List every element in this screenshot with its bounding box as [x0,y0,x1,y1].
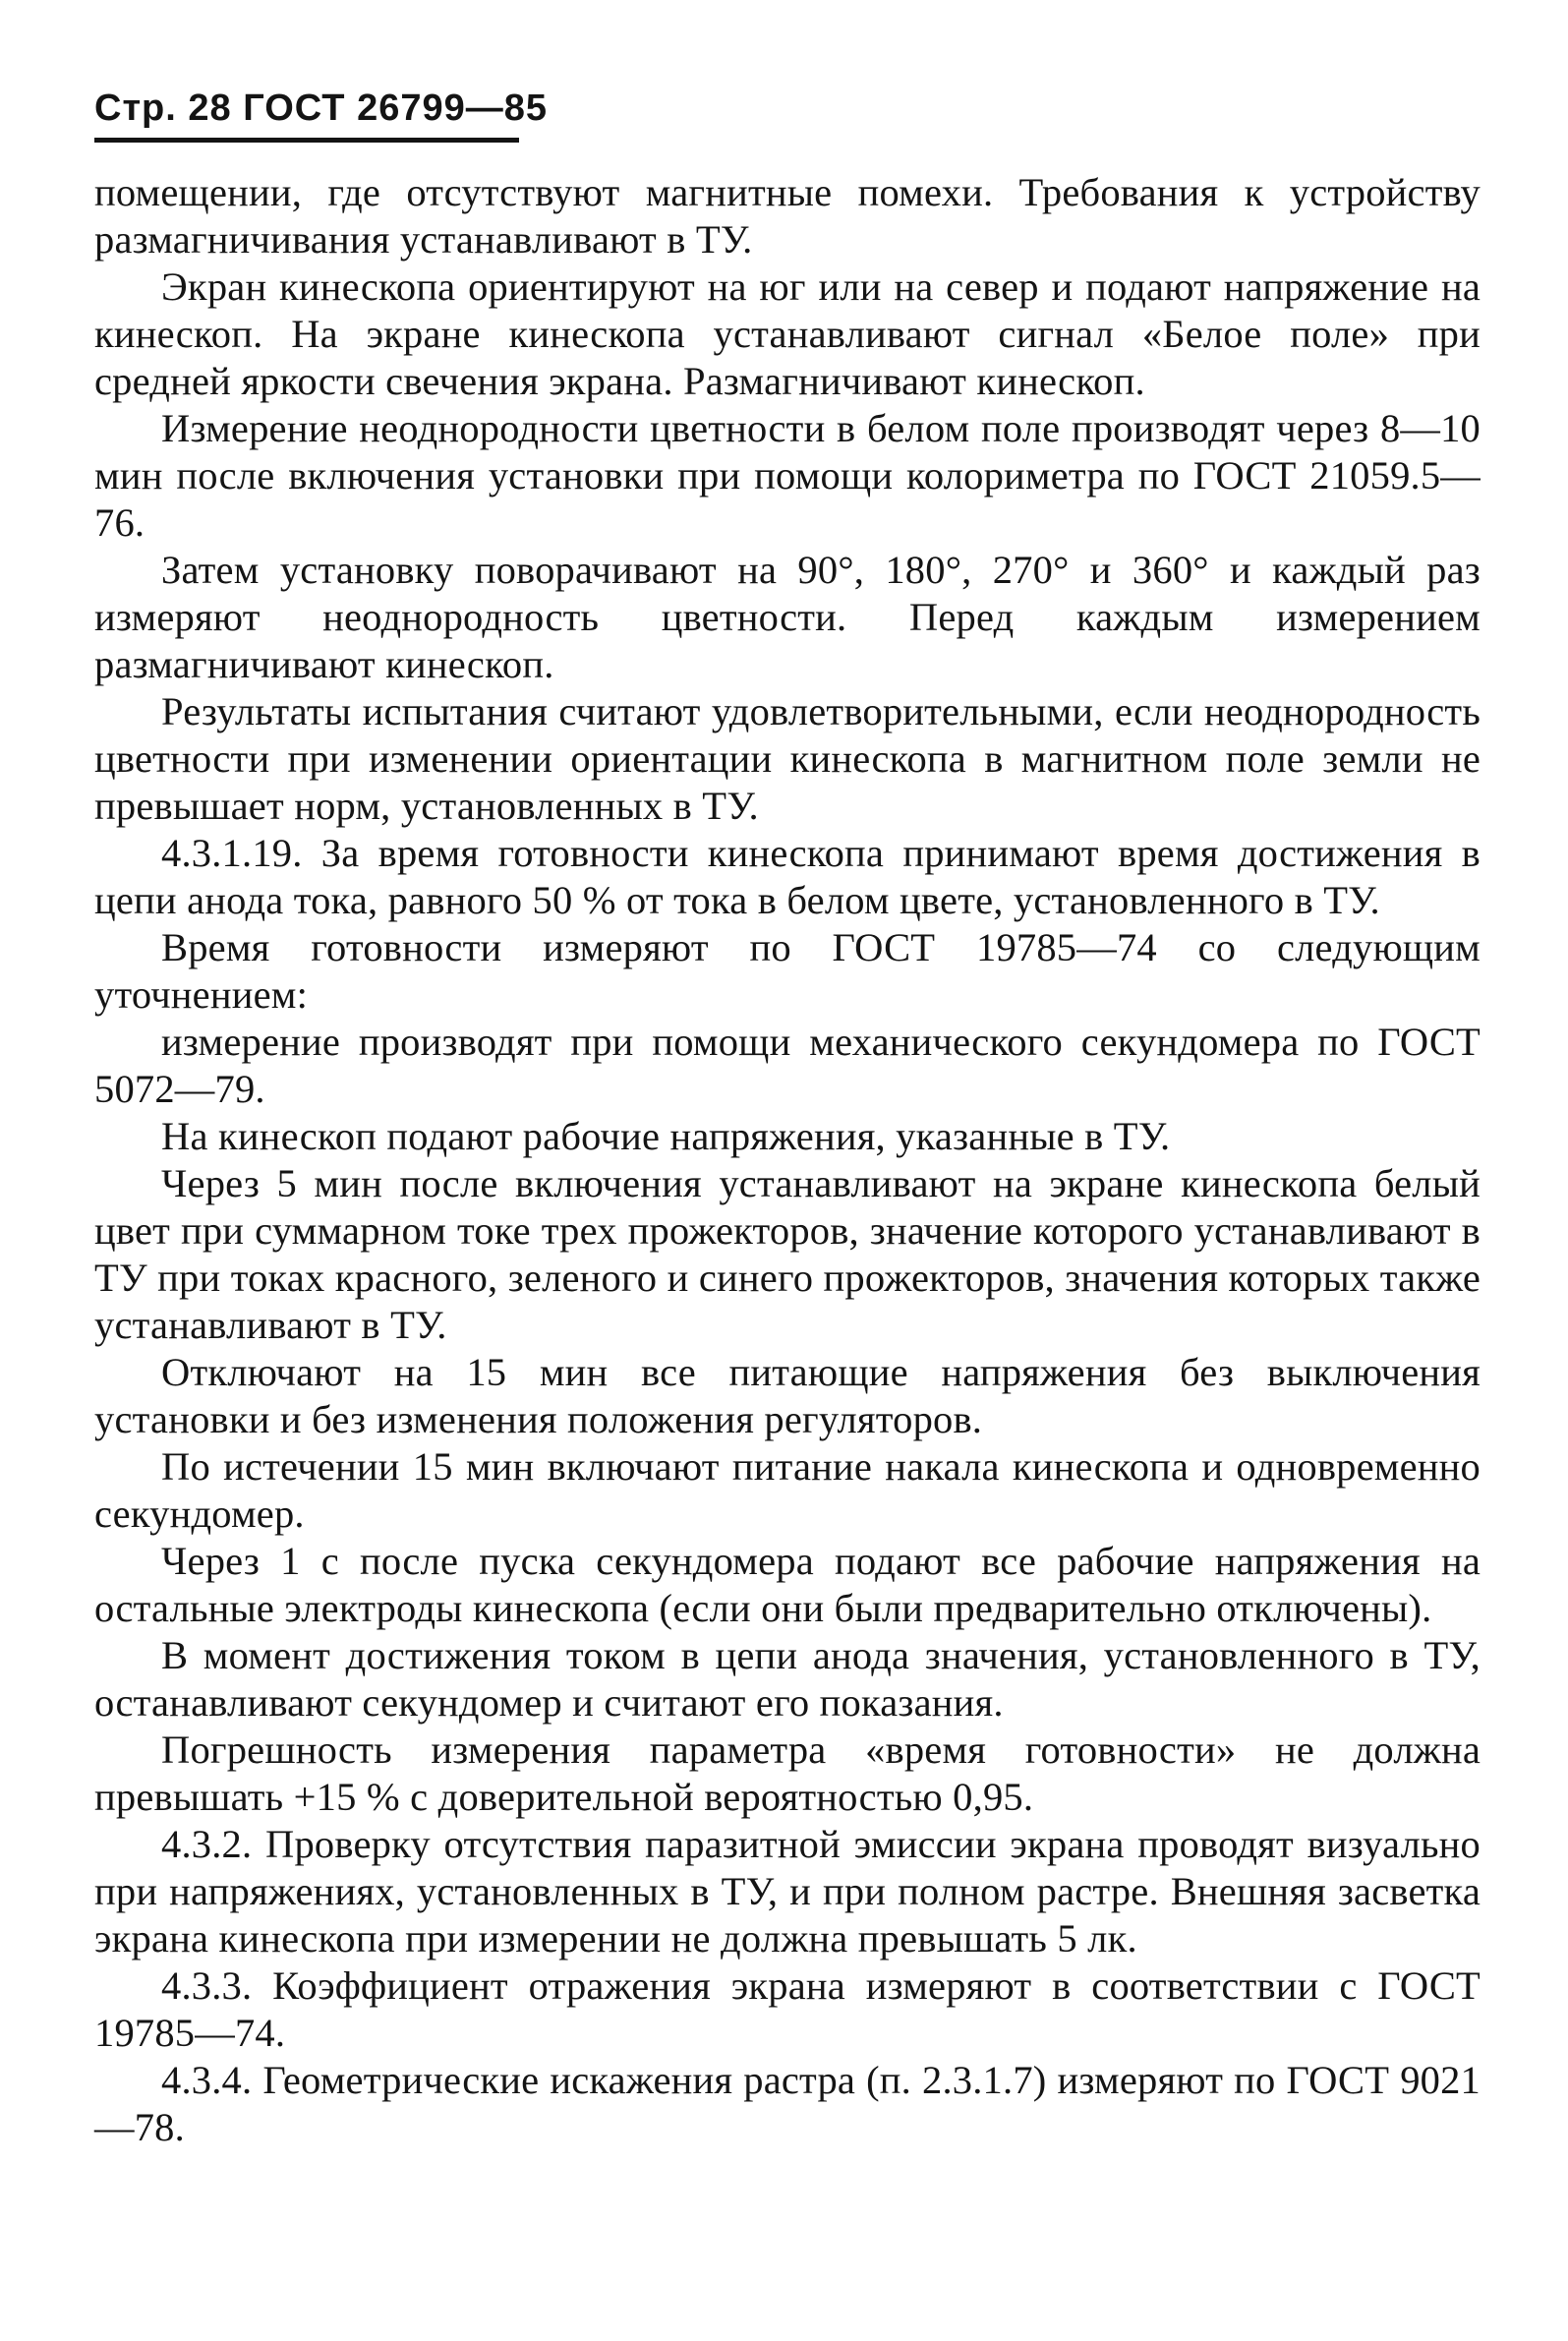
clause-4-3-2: 4.3.2. Проверку отсутствия паразитной эмиссии экрана проводят визуально при напряжениях, установленных в ТУ, и при полном растре. Внешняя засветка экрана кинескопа при измерении не должна превышать 5 лк. [94,1822,1481,1961]
paragraph-apply-voltages: Через 1 с после пуска секундомера подают все рабочие напряжения на остальные электроды кинескопа (если они были предварительно отключены). [94,1539,1481,1630]
clause-4-3-4: 4.3.4. Геометрические искажения растра (п. 2.3.1.7) измеряют по ГОСТ 9021—78. [94,2058,1481,2149]
paragraph-rotation: Затем установку поворачивают на 90°, 180°, 270° и 360° и каждый раз измеряют неоднородность цветности. Перед каждым измерением размагничивают кинескоп. [94,548,1481,686]
page-header: Стр. 28 ГОСТ 26799—85 [94,88,549,129]
page-body [94,169,1481,2151]
paragraph-continuation: помещении, где отсутствуют магнитные помехи. Требования к устройству размагничивания устанавливают в ТУ. [94,170,1481,262]
header-rule [94,138,519,143]
paragraph-switch-off: Отключают на 15 мин все питающие напряжения без выключения установки и без изменения положения регуляторов. [94,1350,1481,1441]
paragraph-screen-orientation: Экран кинескопа ориентируют на юг или на север и подают напряжение на кинескоп. На экране кинескопа устанавливают сигнал «Белое поле» при средней яркости свечения экрана. Размагничивают кинескоп. [94,264,1481,403]
paragraph-error: Погрешность измерения параметра «время готовности» не должна превышать +15 % с доверительной вероятностью 0,95. [94,1727,1481,1819]
clause-4-3-1-19: 4.3.1.19. За время готовности кинескопа принимают время достижения в цепи анода тока, равного 50 % от тока в белом цвете, установленного в ТУ. [94,831,1481,922]
paragraph-voltages: На кинескоп подают рабочие напряжения, указанные в ТУ. [161,1114,1171,1158]
paragraph-white-color: Через 5 мин после включения устанавливают на экране кинескопа белый цвет при суммарном токе трех прожекторов, значение которого устанавливают в ТУ при токах красного, зеленого и синего прожекторов, значения которых также устанавливают в ТУ. [94,1161,1481,1347]
paragraph-readiness-method: Время готовности измеряют по ГОСТ 19785—74 со следующим уточнением: [94,925,1481,1017]
paragraph-stop-stopwatch: В момент достижения током в цепи анода значения, установленного в ТУ, останавливают секундомер и считают его показания. [94,1633,1481,1725]
paragraph-results: Результаты испытания считают удовлетворительными, если неоднородность цветности при изменении ориентации кинескопа в магнитном поле земли не превышает норм, установленных в ТУ. [94,689,1481,828]
paragraph-filament-on: По истечении 15 мин включают питание накала кинескопа и одновременно секундомер. [94,1444,1481,1536]
clause-4-3-3: 4.3.3. Коэффициент отражения экрана измеряют в соответствии с ГОСТ 19785—74. [94,1963,1481,2055]
paragraph-stopwatch: измерение производят при помощи механического секундомера по ГОСТ 5072—79. [94,1020,1481,1111]
paragraph-measurement-start: Измерение неоднородности цветности в белом поле производят через 8—10 мин после включения установки при помощи колориметра по ГОСТ 21059.5—76. [94,406,1481,545]
